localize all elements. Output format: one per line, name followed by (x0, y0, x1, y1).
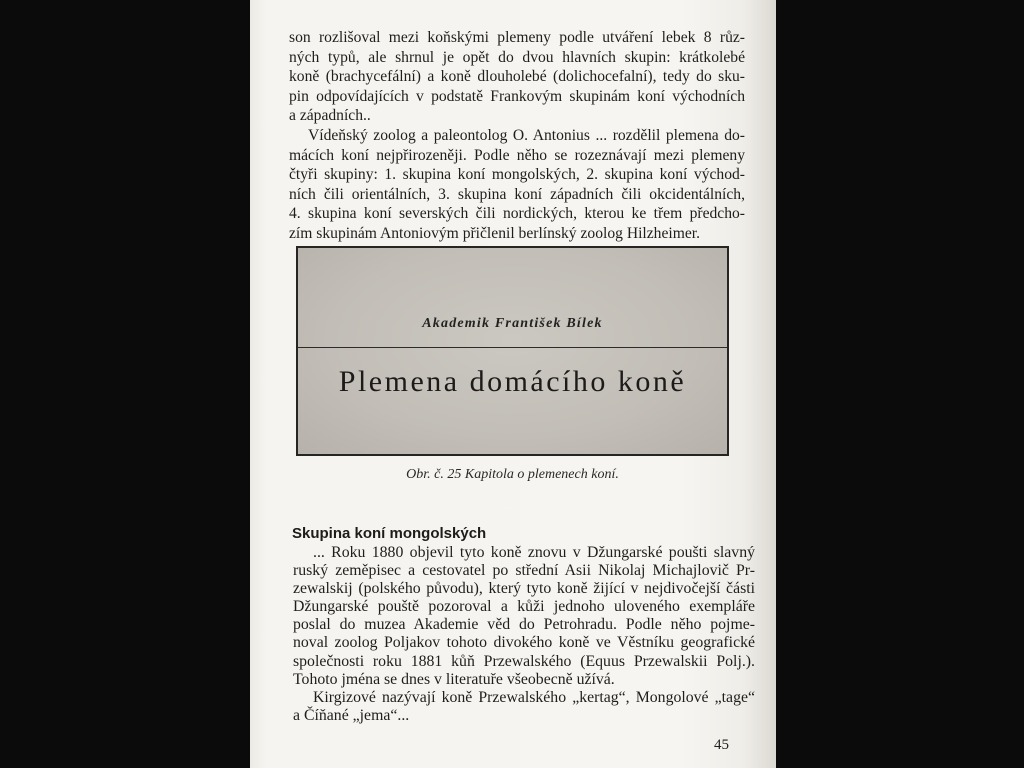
text-line: ruský zeměpisec a cestovatel po střední Asii Nikolaj Michajlovič Pr- (293, 562, 755, 580)
text-line: pin odpovídajících v podstatě Frankovým skupinám koní východních (289, 87, 745, 105)
body-text-top (289, 28, 745, 244)
text-line: čtyři skupiny: 1. skupina koní mongolských, 2. skupina koní východ- (289, 166, 745, 184)
text-line: poslal do muzea Akademie věd do Petrohradu. Podle něho pojme- (293, 616, 755, 634)
figure-book-title-image (296, 246, 729, 456)
paragraph-horse-names (293, 689, 755, 725)
text-line: Džungarské pouště pozoroval a kůži jednoho uloveného exempláře (293, 598, 755, 616)
text-line: společnosti roku 1881 kůň Przewalského (Equus Przewalskii Polj.). (293, 652, 755, 670)
figure-divider (298, 347, 727, 348)
text-line: zím skupinám Antoniovým přičlenil berlínský zoolog Hilzheimer. (289, 224, 701, 242)
text-line: Vídeňský zoolog a paleontolog O. Antonius ... rozdělil plemena do- (308, 126, 745, 144)
figure-caption: Obr. č. 25 Kapitola o plemenech koní. (406, 467, 619, 482)
text-line: a západních.. (289, 107, 371, 125)
figure-author: Akademik František Bílek (422, 316, 603, 331)
text-line: ních čili orientálních, 3. skupina koní západních čili okcidentálních, (289, 185, 745, 203)
page-number: 45 (714, 737, 729, 753)
section-heading: Skupina koní mongolských (292, 525, 487, 542)
text-line: ... Roku 1880 objevil tyto koně znovu v Džungarské poušti slavný (313, 544, 755, 561)
paragraph-skull-types (289, 28, 745, 126)
text-line: Kirgizové nazývají koně Przewalského „kertag“, Mongolové „tage“ (313, 688, 755, 706)
text-line: koně (brachycefální) a koně dlouholebé (dolichocefalní), tedy do sku- (289, 68, 745, 86)
text-line: a Číňané „jema“... (293, 706, 410, 724)
text-line: mácích koní nejpřirozeněji. Podle něho se rozeznávají mezi plemeny (289, 146, 745, 164)
text-line: Tohoto jména se dnes v literatuře všeobecně užívá. (293, 670, 615, 688)
text-line: ných typů, ale shrnul je opět do dvou hlavních skupin: krátkolebé (289, 48, 745, 66)
text-line: 4. skupina koní severských čili nordických, kterou ke třem předcho- (289, 205, 745, 223)
paragraph-przewalski-discovery (293, 544, 755, 689)
figure-title: Plemena domácího koně (338, 365, 687, 398)
body-text-bottom (293, 544, 755, 725)
text-line: noval zoolog Poljakov tohoto divokého koně ve Věstníku geografické (293, 634, 755, 652)
text-line: zewalskij (polského původu), který tyto koně žijící v nejdivočejší části (293, 580, 755, 598)
text-line: son rozlišoval mezi koňskými plemeny podle utváření lebek 8 růz- (289, 29, 745, 46)
paragraph-antonius-groups (289, 126, 745, 244)
